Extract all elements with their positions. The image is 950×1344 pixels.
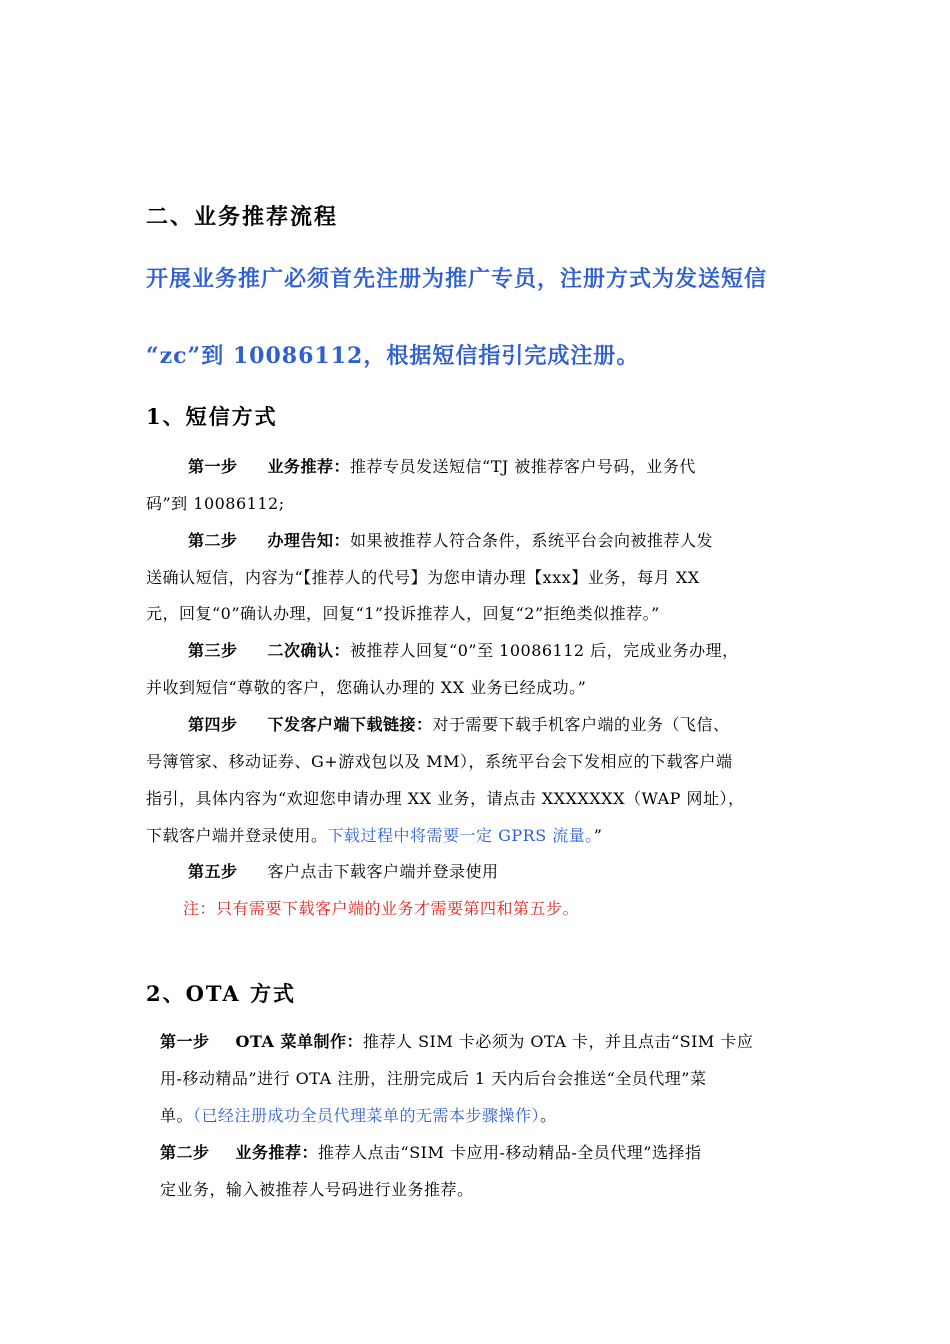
sms-step5-line [188,862,499,882]
sms-step4-text4a: 下载客户端并登录使用。 [146,826,328,845]
sms-step3-text2: 并收到短信“尊敬的客户，您确认办理的 XX 业务已经成功。” [146,678,587,697]
ota-step1-text1: 推荐人 SIM 卡必须为 OTA 卡，并且点击“SIM 卡应 [362,1032,754,1051]
ota-step1-line1 [160,1032,753,1052]
sms-step4-line1 [188,715,730,735]
sms-step4-text2: 号簿管家、移动证券、G+游戏包以及 MM），系统平台会下发相应的下载客户端 [146,752,733,771]
sms-step4-label: 第四步 [188,715,238,734]
ota-step2-label: 第二步 [160,1143,210,1162]
ota-heading: 2、OTA 方式 [146,981,296,1006]
sms-step5-text: 客户点击下载客户端并登录使用 [267,862,499,881]
ota-step1-line3 [160,1106,557,1126]
sms-step2-title: 办理告知： [267,531,351,550]
sms-step4-title: 下发客户端下载链接： [267,715,433,734]
sms-step3-label: 第三步 [188,641,238,660]
sms-step5-label: 第五步 [188,862,238,881]
sms-step4-line4 [146,826,602,846]
sms-step2-line1 [188,531,713,551]
ota-step1-text3b: （已经注册成功全员代理菜单的无需本步骤操作） [193,1106,541,1125]
ota-step1-text3a: 单。 [160,1106,194,1125]
sms-step4-text1: 对于需要下载手机客户端的业务（飞信、 [432,715,730,734]
sms-step4-text3: 指引，具体内容为“欢迎您申请办理 XX 业务，请点击 XXXXXXX（WAP 网址）， [146,789,745,808]
sms-step2-text2: 送确认短信，内容为“【推荐人的代号】为您申请办理【xxx】业务，每月 XX [146,568,700,587]
ota-step1-label: 第一步 [160,1032,210,1051]
sms-step1-text2: 码”到 10086112; [146,494,285,513]
ota-step2-title: 业务推荐： [235,1143,319,1162]
ota-step2-line1 [160,1143,701,1163]
ota-step2-text2: 定业务，输入被推荐人号码进行业务推荐。 [160,1180,474,1199]
sms-step1-line1 [188,457,696,477]
sms-step3-text1: 被推荐人回复“0”至 10086112 后，完成业务办理， [350,641,739,660]
sms-step1-title: 业务推荐： [267,457,351,476]
sms-step1-text1: 推荐专员发送短信“TJ 被推荐客户号码，业务代 [350,457,696,476]
sms-step1-label: 第一步 [188,457,238,476]
sms-step3-title: 二次确认： [267,641,351,660]
intro-line-1: 开展业务推广必须首先注册为推广专员，注册方式为发送短信 [146,266,768,292]
ota-step1-text2: 用-移动精品”进行 OTA 注册，注册完成后 1 天内后台会推送“全员代理”菜 [160,1069,707,1088]
sms-step2-text1: 如果被推荐人符合条件，系统平台会向被推荐人发 [350,531,714,550]
sms-step4-text4c: ” [593,826,603,845]
sms-note: 注：只有需要下载客户端的业务才需要第四和第五步。 [183,899,580,918]
sms-step2-text3: 元，回复“0”确认办理，回复“1”投诉推荐人，回复“2”拒绝类似推荐。” [146,604,660,623]
intro-line-2: “zc”到 10086112，根据短信指引完成注册。 [146,343,640,369]
section-heading: 二、业务推荐流程 [146,204,339,230]
sms-step2-label: 第二步 [188,531,238,550]
sms-step4-text4b: 下载过程中将需要一定 GPRS 流量。 [327,826,594,845]
ota-step2-text1: 推荐人点击“SIM 卡应用-移动精品-全员代理”选择指 [318,1143,702,1162]
ota-step1-text3c: 。 [540,1106,557,1125]
sms-heading: 1、短信方式 [146,404,278,429]
sms-step3-line1 [188,641,739,661]
ota-step1-title: OTA 菜单制作： [235,1032,363,1051]
